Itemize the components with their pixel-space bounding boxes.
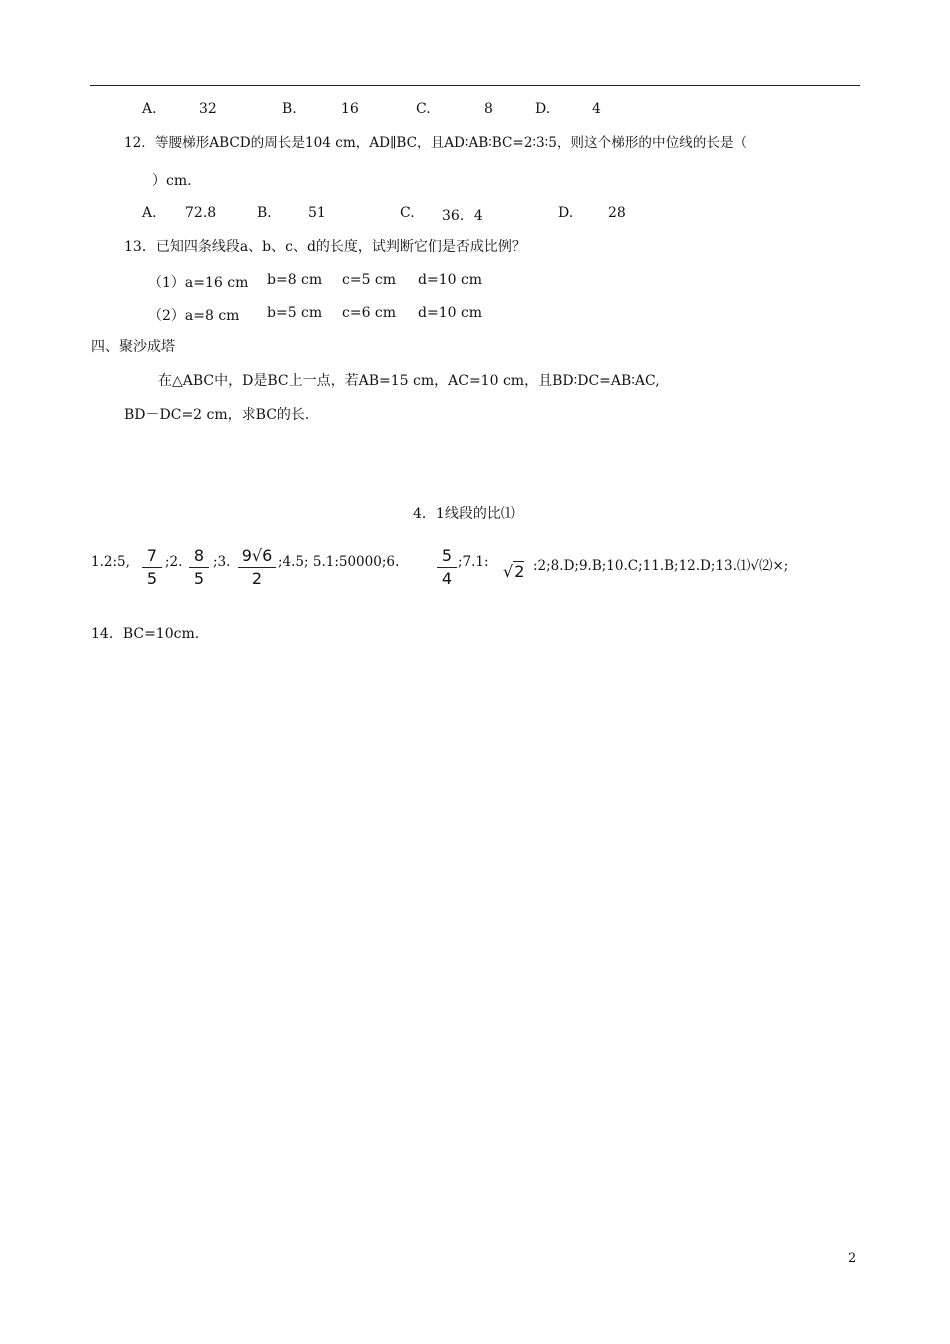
- answer-fraction-5-4: [437, 546, 457, 589]
- q12-option-b-letter: B.: [257, 205, 272, 221]
- q11-option-b-value: 16: [341, 101, 359, 117]
- answer-seg-1: 1.2:5,: [91, 554, 130, 570]
- q11-option-a-value: 32: [199, 101, 217, 117]
- q13-item-1-b: b=8 cm: [267, 272, 323, 288]
- page-number: 2: [848, 1251, 857, 1266]
- q13-item-1-c: c=5 cm: [342, 272, 397, 288]
- q11-option-d-value: 4: [592, 101, 601, 117]
- section4-line2: BD－DC=2 cm，求BC的长.: [124, 407, 310, 423]
- q11-option-b-letter: B.: [282, 101, 297, 117]
- answer-fraction-9sqrt6-2: [238, 546, 276, 589]
- fraction-numerator: 8: [193, 546, 205, 565]
- fraction-numerator: 9√6: [241, 546, 273, 565]
- fraction-denominator: 2: [251, 569, 263, 588]
- q11-option-c-letter: C.: [416, 101, 431, 117]
- sqrt-icon: √: [503, 562, 514, 581]
- section4-heading: 四、聚沙成塔: [91, 339, 175, 355]
- answers-line2: 14．BC=10cm.: [91, 626, 200, 642]
- q12-option-c-letter: C.: [400, 205, 415, 221]
- q12-option-d-value: 28: [608, 205, 626, 221]
- fraction-denominator: 5: [146, 569, 158, 588]
- fraction-bar: [437, 567, 457, 568]
- fraction-bar: [238, 567, 276, 568]
- answers-title: 4．1线段的比⑴: [413, 506, 515, 522]
- q13-item-2-b: b=5 cm: [267, 305, 323, 321]
- header-rule: [90, 85, 860, 86]
- q13-item-2-c: c=6 cm: [342, 305, 397, 321]
- answer-seg-5: ;7.1:: [458, 554, 489, 570]
- q13-item-2-d: d=10 cm: [418, 305, 483, 321]
- fraction-bar: [189, 567, 209, 568]
- fraction-numerator: 7: [146, 546, 158, 565]
- fraction-numerator: 5: [441, 546, 453, 565]
- q13-item-2-a: （2）a=8 cm: [148, 308, 240, 324]
- fraction-bar: [142, 567, 162, 568]
- q12-option-c-value: 36．4: [442, 208, 483, 224]
- answer-seg-4: ;4.5; 5.1:50000;6.: [278, 554, 400, 570]
- answer-fraction-7-5: [142, 546, 162, 589]
- q12-text-line1: 12．等腰梯形ABCD的周长是104 cm，AD∥BC，且AD∶AB∶BC=2∶3∶5，则这个梯形的中位线的长是（: [124, 135, 748, 151]
- q13-text: 13．已知四条线段a、b、c、d的长度，试判断它们是否成比例？: [124, 239, 526, 255]
- q12-option-a-letter: A.: [142, 205, 157, 221]
- fraction-denominator: 4: [441, 569, 453, 588]
- section4-line1: 在△ABC中，D是BC上一点，若AB=15 cm，AC=10 cm，且BD∶DC=AB∶AC,: [158, 373, 660, 389]
- sqrt-radicand: 2: [514, 562, 525, 581]
- fraction-denominator: 5: [193, 569, 205, 588]
- q12-text-line2: ）cm.: [152, 173, 192, 189]
- answer-seg-3: ;3.: [213, 554, 231, 570]
- answer-fraction-8-5: [189, 546, 209, 589]
- q12-option-b-value: 51: [308, 205, 326, 221]
- answer-sqrt-2: [503, 562, 524, 581]
- q12-option-a-value: 72.8: [185, 205, 217, 221]
- answer-seg-2: ;2.: [165, 554, 183, 570]
- answer-seg-6: :2;8.D;9.B;10.C;11.B;12.D;13.⑴√⑵×;: [533, 558, 789, 574]
- q12-option-d-letter: D.: [558, 205, 574, 221]
- q11-option-a-letter: A.: [142, 101, 157, 117]
- q11-option-d-letter: D.: [535, 101, 551, 117]
- q13-item-1-a: （1）a=16 cm: [148, 275, 249, 291]
- q13-item-1-d: d=10 cm: [418, 272, 483, 288]
- q11-option-c-value: 8: [484, 101, 493, 117]
